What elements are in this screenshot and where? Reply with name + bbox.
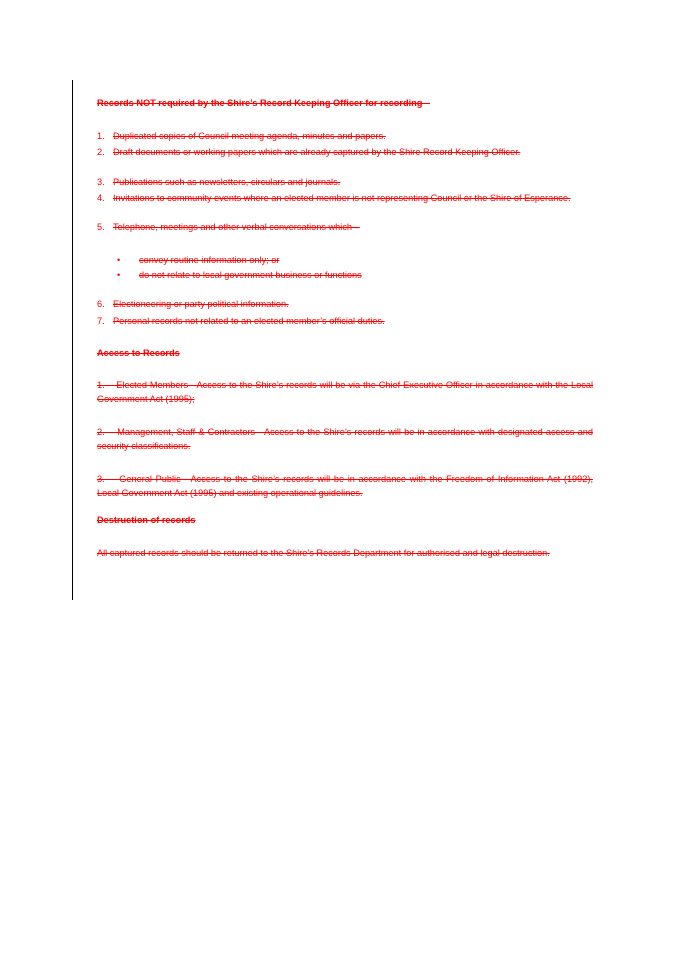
paragraph: All captured records should be returned to the Shire’s Records Department for authorised and legal destruction. xyxy=(97,548,550,558)
list-item: 2. Draft documents or working papers which are already captured by the Shire Record Keeping Officer. xyxy=(97,147,521,157)
paragraph: 3. General Public - Access to the Shire’s records will be in accordance with the Freedom of Information Act (1992), Local Government Act (1995) and existing operational guidelines. xyxy=(97,474,593,499)
section-heading-access: Access to Records xyxy=(97,348,180,358)
paragraph: 1. Elected Members - Access to the Shire’s records will be via the Chief Executive Officer in accordance with the Local Government Act (1995); xyxy=(97,380,593,405)
bullet-item: • convey routine information only; or xyxy=(117,255,280,265)
section-heading-destruction: Destruction of records xyxy=(97,515,196,525)
bullet-item: • do not relate to local government business or functions xyxy=(117,270,362,280)
list-item: 4. Invitations to community events where an elected member is not representing Council or the Shire of Esperance. xyxy=(97,193,571,203)
list-item: 3. Publications such as newsletters, circulars and journals. xyxy=(97,177,341,187)
paragraph: 2. Management, Staff & Contractors - Access to the Shire’s records will be in accordance with designated access and security classifications. xyxy=(97,427,593,452)
list-item: 1. Duplicated copies of Council meeting agenda, minutes and papers. xyxy=(97,131,386,141)
change-bar xyxy=(72,80,73,600)
section-heading-not-required: Records NOT required by the Shire’s Record Keeping Officer for recording – xyxy=(97,98,431,108)
list-item: 5. Telephone, meetings and other verbal conversations which – xyxy=(97,222,360,232)
list-item: 6. Electioneering or party political information. xyxy=(97,299,289,309)
list-item: 7. Personal records not related to an elected member’s official duties. xyxy=(97,316,385,326)
